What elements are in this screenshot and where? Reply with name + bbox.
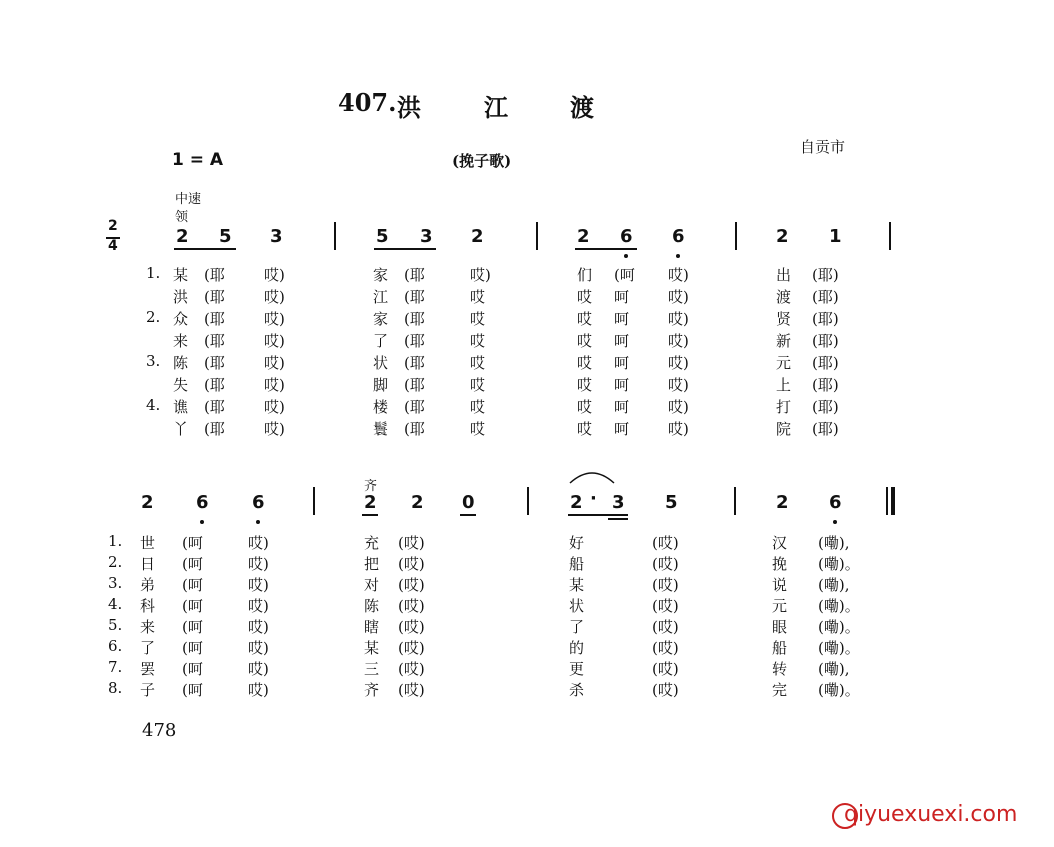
lyric-syllable: (哎)	[652, 534, 679, 552]
lyric-syllable: 呵	[614, 354, 630, 372]
dot-mark: ·	[590, 488, 597, 509]
lyric-syllable: (呵	[182, 660, 203, 678]
beam	[575, 248, 637, 250]
lyric-syllable: (哎)	[398, 555, 425, 573]
lyric-syllable: 8.	[108, 679, 123, 697]
lyric-syllable: 呵	[614, 310, 630, 328]
lyric-syllable: (耶	[404, 398, 425, 416]
underline	[460, 514, 476, 516]
lyric-syllable: (嘞)。	[818, 555, 860, 573]
lyric-syllable: 把	[364, 555, 380, 573]
low-octave-dot	[833, 520, 837, 524]
note: 5	[219, 226, 232, 247]
lyric-syllable: (耶	[204, 288, 225, 306]
lyric-syllable: 哎	[470, 354, 486, 372]
lyric-syllable: (耶)	[812, 332, 839, 350]
lyric-syllable: 哎	[577, 332, 593, 350]
lyric-syllable: (嘞)。	[818, 618, 860, 636]
lyric-syllable: 哎)	[264, 420, 285, 438]
lyric-syllable: 脚	[373, 376, 389, 394]
lyric-syllable: 贤	[776, 310, 792, 328]
lyric-syllable: (耶	[204, 354, 225, 372]
lyric-syllable: (嘞)。	[818, 681, 860, 699]
end-barline-thin	[886, 487, 888, 515]
lyric-syllable: 哎)	[668, 332, 689, 350]
lyric-syllable: 了	[373, 332, 389, 350]
lyric-syllable: 哎)	[264, 376, 285, 394]
lyric-syllable: 家	[373, 310, 389, 328]
lyric-syllable: 哎	[470, 398, 486, 416]
lyric-syllable: (呵	[182, 618, 203, 636]
lyric-syllable: 了	[569, 618, 585, 636]
lyric-syllable: 哎)	[248, 618, 269, 636]
lyric-syllable: 子	[140, 681, 156, 699]
lyric-syllable: 新	[776, 332, 792, 350]
note: 2	[577, 226, 590, 247]
genre-label: (挽子歌)	[452, 152, 512, 170]
lyric-syllable: 齐	[364, 681, 380, 699]
lyric-syllable: 汉	[772, 534, 788, 552]
lyric-syllable: 哎)	[668, 354, 689, 372]
lyric-syllable: (呵	[182, 555, 203, 573]
lyric-syllable: 哎	[577, 354, 593, 372]
lyric-syllable: 呵	[614, 376, 630, 394]
lyric-syllable: 哎)	[668, 288, 689, 306]
lyric-syllable: 罢	[140, 660, 156, 678]
lyric-syllable: 哎)	[248, 576, 269, 594]
lyric-syllable: (嘞)。	[818, 639, 860, 657]
note: 2	[176, 226, 189, 247]
note: 6	[196, 492, 209, 513]
lyric-syllable: 对	[364, 576, 380, 594]
note: 0	[462, 492, 475, 513]
lyric-syllable: 们	[577, 266, 593, 284]
lyric-syllable: 陈	[364, 597, 380, 615]
lyric-syllable: 呵	[614, 288, 630, 306]
note: 2	[471, 226, 484, 247]
lyric-syllable: 谯	[173, 398, 189, 416]
lyric-syllable: 家	[373, 266, 389, 284]
lyric-syllable: 6.	[108, 637, 123, 655]
lyric-syllable: (哎)	[652, 660, 679, 678]
watermark: qiyuexuexi.com	[844, 802, 1018, 827]
lyric-syllable: 哎)	[264, 310, 285, 328]
lyric-syllable: 哎)	[668, 266, 689, 284]
note: 5	[665, 492, 678, 513]
low-octave-dot	[676, 254, 680, 258]
lyric-syllable: 3.	[146, 352, 161, 370]
lyric-syllable: 哎)	[248, 681, 269, 699]
lyric-syllable: 哎)	[668, 376, 689, 394]
note: 3	[420, 226, 433, 247]
lyric-syllable: 哎	[577, 288, 593, 306]
lyric-syllable: 完	[772, 681, 788, 699]
lyric-syllable: 哎)	[264, 332, 285, 350]
barline	[334, 222, 336, 250]
lyric-syllable: 了	[140, 639, 156, 657]
lyric-syllable: (呵	[614, 266, 635, 284]
role-lead-label: 领	[175, 210, 189, 225]
lyric-syllable: 哎)	[248, 660, 269, 678]
lyric-syllable: 1.	[108, 532, 123, 550]
title-char-2: 江	[484, 93, 508, 122]
lyric-syllable: 哎	[470, 332, 486, 350]
lyric-syllable: (耶	[204, 310, 225, 328]
lyric-syllable: (哎)	[398, 660, 425, 678]
barline	[735, 222, 737, 250]
lyric-syllable: 船	[772, 639, 788, 657]
lyric-syllable: 转	[772, 660, 788, 678]
lyric-syllable: 1.	[146, 264, 161, 282]
note: 6	[829, 492, 842, 513]
lyric-syllable: 状	[373, 354, 389, 372]
note: 2	[364, 492, 377, 513]
lyric-syllable: 哎)	[264, 266, 285, 284]
lyric-syllable: 某	[173, 266, 189, 284]
beam	[174, 248, 236, 250]
lyric-syllable: 充	[364, 534, 380, 552]
note: 2	[411, 492, 424, 513]
lyric-syllable: 元	[772, 597, 788, 615]
lyric-syllable: (呵	[182, 681, 203, 699]
lyric-syllable: 哎)	[248, 534, 269, 552]
lyric-syllable: (耶	[404, 266, 425, 284]
lyric-syllable: (哎)	[398, 576, 425, 594]
barline	[889, 222, 891, 250]
lyric-syllable: (耶	[404, 376, 425, 394]
note: 1	[829, 226, 842, 247]
note: 2	[570, 492, 583, 513]
lyric-syllable: 科	[140, 597, 156, 615]
note: 5	[376, 226, 389, 247]
lyric-syllable: 江	[373, 288, 389, 306]
lyric-syllable: 众	[173, 310, 189, 328]
lyric-syllable: (耶	[404, 332, 425, 350]
page-number: 478	[142, 720, 177, 741]
note: 2	[141, 492, 154, 513]
lyric-syllable: (嘞)。	[818, 597, 860, 615]
lyric-syllable: 失	[173, 376, 189, 394]
lyric-syllable: 渡	[776, 288, 792, 306]
note: 2	[776, 226, 789, 247]
lyric-syllable: (耶	[404, 354, 425, 372]
lyric-syllable: 7.	[108, 658, 123, 676]
lyric-syllable: 3.	[108, 574, 123, 592]
lyric-syllable: 5.	[108, 616, 123, 634]
lyric-syllable: 院	[776, 420, 792, 438]
lyric-syllable: (哎)	[652, 576, 679, 594]
lyric-syllable: 哎	[470, 288, 486, 306]
lyric-syllable: 呵	[614, 332, 630, 350]
lyric-syllable: (哎)	[398, 534, 425, 552]
lyric-syllable: 的	[569, 639, 585, 657]
lyric-syllable: 哎)	[470, 266, 491, 284]
time-sig-bottom: 4	[108, 238, 118, 254]
lyric-syllable: (耶)	[812, 266, 839, 284]
role-all-label: 齐	[364, 479, 378, 494]
lyric-syllable: 呵	[614, 420, 630, 438]
lyric-syllable: (嘞),	[818, 660, 850, 678]
lyric-syllable: (耶	[404, 310, 425, 328]
lyric-syllable: (耶)	[812, 288, 839, 306]
lyric-syllable: 4.	[146, 396, 161, 414]
lyric-syllable: 元	[776, 354, 792, 372]
beam	[374, 248, 436, 250]
note: 6	[672, 226, 685, 247]
lyric-syllable: 三	[364, 660, 380, 678]
lyric-syllable: 哎	[470, 420, 486, 438]
lyric-syllable: (哎)	[398, 597, 425, 615]
slur	[566, 467, 618, 485]
lyric-syllable: (耶	[404, 420, 425, 438]
lyric-syllable: 4.	[108, 595, 123, 613]
lyric-syllable: 哎)	[668, 420, 689, 438]
lyric-syllable: (哎)	[652, 555, 679, 573]
lyric-syllable: 某	[569, 576, 585, 594]
lyric-syllable: 哎)	[248, 597, 269, 615]
lyric-syllable: (哎)	[398, 681, 425, 699]
lyric-syllable: (耶	[204, 376, 225, 394]
lyric-syllable: 船	[569, 555, 585, 573]
lyric-syllable: 呵	[614, 398, 630, 416]
lyric-syllable: 哎)	[264, 398, 285, 416]
note: 3	[270, 226, 283, 247]
barline	[734, 487, 736, 515]
lyric-syllable: (耶	[204, 420, 225, 438]
lyric-syllable: (耶)	[812, 420, 839, 438]
lyric-syllable: 丫	[173, 420, 189, 438]
barline	[527, 487, 529, 515]
lyric-syllable: 出	[776, 266, 792, 284]
low-octave-dot	[200, 520, 204, 524]
lyric-syllable: 哎	[470, 376, 486, 394]
note: 6	[620, 226, 633, 247]
lyric-syllable: (嘞),	[818, 576, 850, 594]
tempo-label: 中速	[175, 192, 202, 207]
underline	[362, 514, 378, 516]
lyric-syllable: 世	[140, 534, 156, 552]
lyric-syllable: (耶	[204, 398, 225, 416]
lyric-syllable: 哎	[577, 420, 593, 438]
beam	[568, 514, 628, 516]
lyric-syllable: (耶	[204, 266, 225, 284]
note: 2	[776, 492, 789, 513]
lyric-syllable: 洪	[173, 288, 189, 306]
lyric-syllable: 哎	[577, 310, 593, 328]
lyric-syllable: (嘞),	[818, 534, 850, 552]
lyric-syllable: (哎)	[652, 618, 679, 636]
end-barline-thick	[891, 487, 895, 515]
lyric-syllable: (耶)	[812, 398, 839, 416]
lyric-syllable: 说	[772, 576, 788, 594]
lyric-syllable: 打	[776, 398, 792, 416]
lyric-syllable: 挽	[772, 555, 788, 573]
title-char-3: 渡	[570, 93, 594, 122]
lyric-syllable: 哎)	[264, 354, 285, 372]
lyric-syllable: 楼	[373, 398, 389, 416]
lyric-syllable: 瞎	[364, 618, 380, 636]
lyric-syllable: 哎)	[668, 398, 689, 416]
barline	[313, 487, 315, 515]
lyric-syllable: (哎)	[398, 618, 425, 636]
lyric-syllable: 上	[776, 376, 792, 394]
lyric-syllable: (哎)	[652, 681, 679, 699]
lyric-syllable: 2.	[146, 308, 161, 326]
lyric-syllable: (耶)	[812, 310, 839, 328]
lyric-syllable: 日	[140, 555, 156, 573]
lyric-syllable: (耶	[404, 288, 425, 306]
lyric-syllable: 哎	[470, 310, 486, 328]
lyric-syllable: 更	[569, 660, 585, 678]
lyric-syllable: 哎)	[264, 288, 285, 306]
lyric-syllable: 哎)	[248, 639, 269, 657]
lyric-syllable: 陈	[173, 354, 189, 372]
low-octave-dot	[624, 254, 628, 258]
lyric-syllable: 哎)	[668, 310, 689, 328]
lyric-syllable: (哎)	[398, 639, 425, 657]
barline	[536, 222, 538, 250]
lyric-syllable: 来	[140, 618, 156, 636]
lyric-syllable: 哎	[577, 398, 593, 416]
lyric-syllable: (哎)	[652, 639, 679, 657]
lyric-syllable: (耶	[204, 332, 225, 350]
lyric-syllable: 状	[569, 597, 585, 615]
title-number: 407.	[338, 88, 397, 117]
lyric-syllable: 眼	[772, 618, 788, 636]
lyric-syllable: 哎)	[248, 555, 269, 573]
lyric-syllable: (呵	[182, 576, 203, 594]
lyric-syllable: (耶)	[812, 376, 839, 394]
note: 6	[252, 492, 265, 513]
lyric-syllable: 某	[364, 639, 380, 657]
note: 3	[612, 492, 625, 513]
lyric-syllable: 哎	[577, 376, 593, 394]
lyric-syllable: (呵	[182, 534, 203, 552]
lyric-syllable: (耶)	[812, 354, 839, 372]
key-signature: 1 = A	[172, 150, 224, 170]
lyric-syllable: 弟	[140, 576, 156, 594]
lyric-syllable: (呵	[182, 639, 203, 657]
lyric-syllable: (呵	[182, 597, 203, 615]
low-octave-dot	[256, 520, 260, 524]
lyric-syllable: 好	[569, 534, 585, 552]
lyric-syllable: (哎)	[652, 597, 679, 615]
lyric-syllable: 杀	[569, 681, 585, 699]
time-sig-top: 2	[108, 218, 118, 234]
beam	[608, 518, 628, 520]
lyric-syllable: 2.	[108, 553, 123, 571]
lyric-syllable: 来	[173, 332, 189, 350]
lyric-syllable: 鬟	[373, 420, 389, 438]
title-char-1: 洪	[397, 93, 421, 122]
region-label: 自贡市	[800, 138, 846, 156]
